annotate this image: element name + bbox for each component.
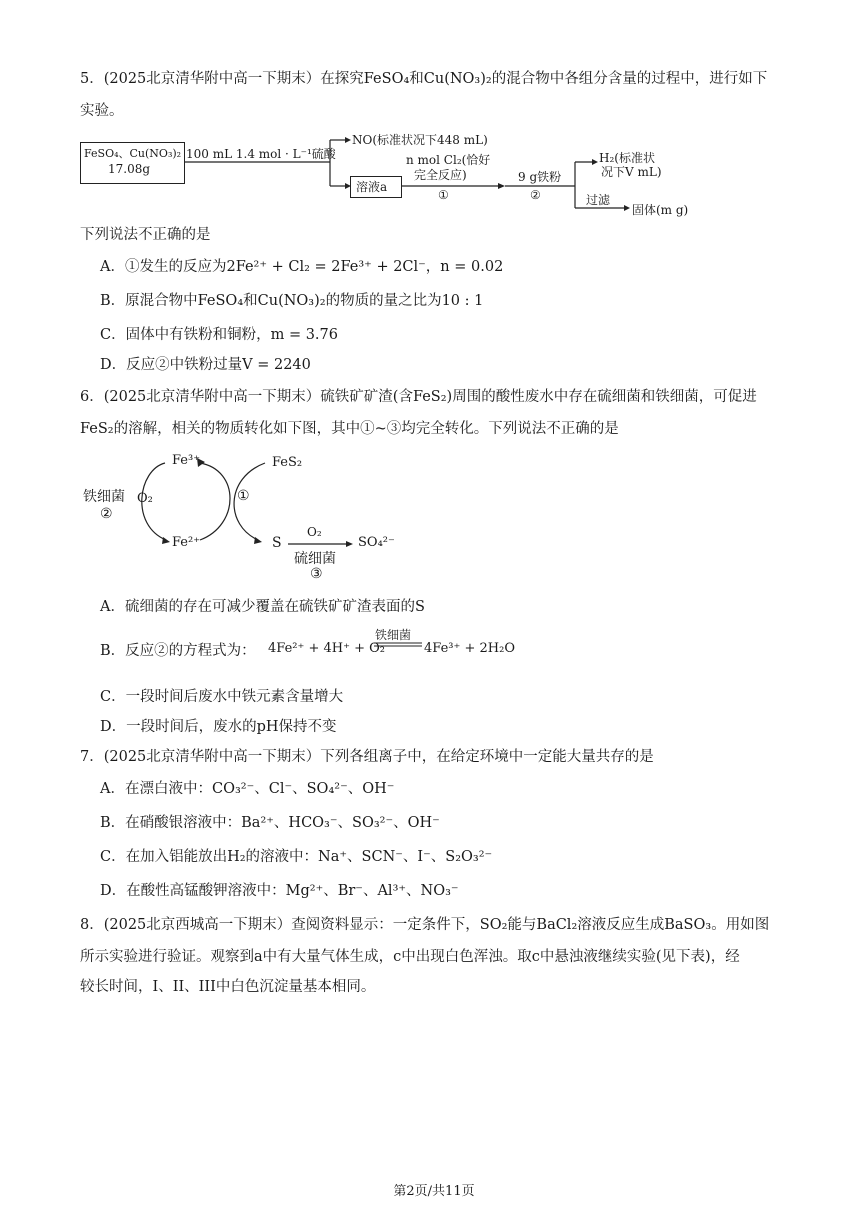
q5-cl2-label-1: n mol Cl₂(恰好 [406,153,491,167]
q5-solution-label: 溶液a [356,180,388,194]
q6-fe3: Fe³⁺ [172,453,201,468]
q8-line1: 8．(2025北京西城高一下期末）查阅资料显示：一定条件下，SO₂能与BaCl₂溶液反应生成BaSO₃。用如图 [80,917,770,933]
q7-option-c: C．在加入铝能放出H₂的溶液中：Na⁺、SCN⁻、I⁻、S₂O₃²⁻ [100,849,493,865]
q5-line2: 实验。 [80,103,124,119]
q6-fes2: FeS₂ [272,455,303,470]
q6-s: S [272,535,282,551]
q5-step2: ② [530,188,541,202]
q5-solid-label: 固体(m g) [632,203,689,217]
q5-option-b: B．原混合物中FeSO₄和Cu(NO₃)₂的物质的量之比为10 : 1 [100,293,484,309]
q5-option-d: D．反应②中铁粉过量V = 2240 [100,357,311,373]
q7-line1: 7．(2025北京清华附中高一下期末）下列各组离子中，在给定环境中一定能大量共存的是 [80,749,654,765]
q5-arrow1-label: 100 mL 1.4 mol · L⁻¹硫酸 [186,147,336,161]
q6-option-b-eq-cond: 铁细菌 [375,628,412,642]
q6-circled3: ③ [310,566,323,582]
q5-h2-line1: H₂(标准状 [599,151,655,165]
q5-option-a: A．①发生的反应为2Fe²⁺ + Cl₂ = 2Fe³⁺ + 2Cl⁻，n = 0.02 [100,259,504,275]
q6-fe2: Fe²⁺ [172,535,201,550]
q8-line3: 较长时间，I、II、III中白色沉淀量基本相同。 [80,979,376,995]
q5-stem: 下列说法不正确的是 [80,227,211,243]
q7-option-a: A．在漂白液中：CO₃²⁻、Cl⁻、SO₄²⁻、OH⁻ [100,781,395,797]
q5-start-box-line2: 17.08g [108,162,151,176]
q6-circled1: ① [237,488,250,504]
q6-option-b-eq-left: 4Fe²⁺ + 4H⁺ + O₂ [268,641,385,656]
q7-option-d: D．在酸性高锰酸钾溶液中：Mg²⁺、Br⁻、Al³⁺、NO₃⁻ [100,883,459,899]
q6-option-a: A．硫细菌的存在可减少覆盖在硫铁矿矿渣表面的S [100,599,425,615]
q6-option-d: D．一段时间后，废水的pH保持不变 [100,719,337,735]
q6-line1: 6．(2025北京清华附中高一下期末）硫铁矿矿渣(含FeS₂)周围的酸性废水中存在硫细菌和铁细菌，可促进 [80,389,757,405]
q5-no-gas: NO(标准状况下448 mL) [352,133,488,147]
q5-start-box-line1: FeSO₄、Cu(NO₃)₂ [84,147,182,160]
q6-o2-left: O₂ [137,491,153,506]
q6-sulfur-bacteria: 硫细菌 [294,551,336,567]
q5-iron-label: 9 g铁粉 [518,170,562,184]
q8-line2: 所示实验进行验证。观察到a中有大量气体生成，c中出现白色浑浊。取c中悬浊液继续实验(见下表)，经 [80,949,740,965]
q6-o2-right: O₂ [307,525,322,539]
q6-option-c: C．一段时间后废水中铁元素含量增大 [100,689,344,705]
q5-h2-line2: 况下V mL) [601,165,662,179]
page-number: 第2页/共11页 [393,1184,475,1199]
q5-cl2-label-2: 完全反应) [414,168,467,182]
q5-line1: 5．(2025北京清华附中高一下期末）在探究FeSO₄和Cu(NO₃)₂的混合物中各组分含量的过程中，进行如下 [80,71,768,87]
q7-option-b: B．在硝酸银溶液中：Ba²⁺、HCO₃⁻、SO₃²⁻、OH⁻ [100,815,440,831]
q5-step1: ① [438,188,449,202]
q6-option-b: B．反应②的方程式为： [100,643,256,659]
q6-so4: SO₄²⁻ [358,535,395,550]
q6-line2: FeS₂的溶解，相关的物质转化如下图，其中①~③均完全转化。下列说法不正确的是 [80,421,619,437]
q6-option-b-eq-sign [374,641,422,649]
q6-iron-bacteria: 铁细菌 [83,489,125,505]
q6-option-b-eq-right: 4Fe³⁺ + 2H₂O [424,641,515,656]
q5-filter-label: 过滤 [586,193,611,207]
q6-cycle-arrows [0,0,868,600]
q6-circled2: ② [100,506,113,522]
q5-option-c: C．固体中有铁粉和铜粉，m = 3.76 [100,327,338,343]
